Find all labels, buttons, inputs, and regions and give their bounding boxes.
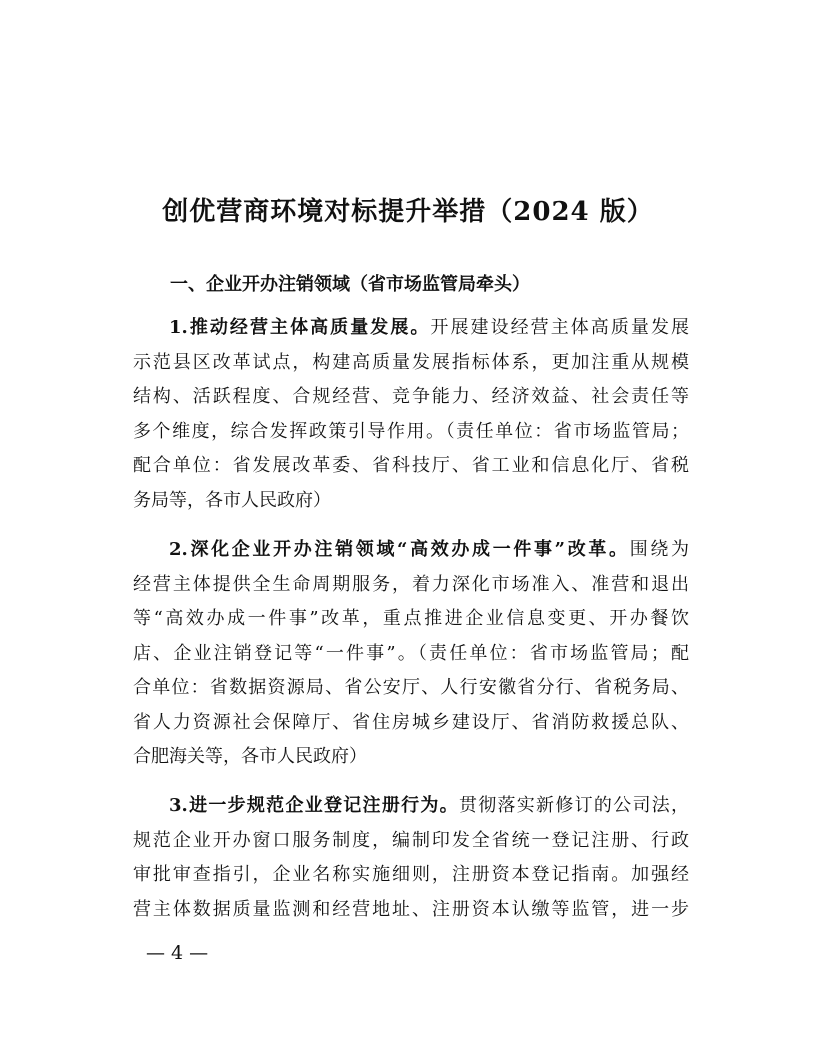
paragraph-line: 审批审查指引，企业名称实施细则，注册资本登记指南。加强经 bbox=[133, 864, 689, 885]
section-heading: 一、企业开办注销领域（省市场监管局牵头） bbox=[170, 274, 530, 295]
paragraph-1 bbox=[133, 311, 689, 518]
paragraph-line: 规范企业开办窗口服务制度，编制印发全省统一登记注册、行政 bbox=[133, 829, 689, 851]
page-number: — 4 — bbox=[146, 942, 209, 964]
paragraph-line: 营主体数据质量监测和经营地址、注册资本认缴等监管，进一步 bbox=[133, 898, 689, 920]
paragraph-line: 店、企业注销登记等“一件事”。（责任单位：省市场监管局；配 bbox=[133, 642, 689, 664]
paragraph-line bbox=[133, 789, 689, 824]
paragraph-text: 贯彻落实新修订的公司法， bbox=[458, 795, 689, 816]
paragraph-line: 合单位：省数据资源局、省公安厅、人行安徽省分行、省税务局、 bbox=[133, 677, 689, 698]
paragraph-line: 多个维度，综合发挥政策引导作用。（责任单位：省市场监管局； bbox=[133, 420, 689, 442]
paragraph-line: 省人力资源社会保障厅、省住房城乡建设厅、省消防救援总队、 bbox=[133, 711, 689, 733]
paragraph-line: 等“高效办成一件事”改革，重点推进企业信息变更、开办餐饮 bbox=[133, 608, 689, 629]
paragraph-lead: 3.进一步规范企业登记注册行为。 bbox=[169, 795, 459, 816]
paragraph-line: 示范县区改革试点，构建高质量发展指标体系，更加注重从规模 bbox=[133, 351, 689, 373]
paragraph-line: 配合单位：省发展改革委、省科技厅、省工业和信息化厅、省税 bbox=[133, 455, 689, 476]
paragraph-line: 经营主体提供全生命周期服务，着力深化市场准入、准营和退出 bbox=[133, 573, 689, 595]
paragraph-text: 开展建设经营主体高质量发展 bbox=[430, 317, 689, 338]
paragraph-line: 务局等，各市人民政府） bbox=[133, 489, 331, 511]
paragraph-line bbox=[133, 311, 689, 346]
paragraph-2 bbox=[133, 533, 689, 775]
document-title: 创优营商环境对标提升举措（2024 版） bbox=[162, 197, 654, 227]
paragraph-line: 合肥海关等，各市人民政府） bbox=[133, 746, 367, 767]
paragraph-line bbox=[133, 533, 689, 568]
paragraph-text: 围绕为 bbox=[629, 539, 690, 560]
paragraph-lead: 1.推动经营主体高质量发展。 bbox=[169, 317, 431, 338]
paragraph-line: 结构、活跃程度、合规经营、竞争能力、经济效益、社会责任等 bbox=[133, 386, 689, 407]
paragraph-3 bbox=[133, 789, 689, 927]
paragraph-lead: 2.深化企业开办注销领域“高效办成一件事”改革。 bbox=[169, 539, 630, 560]
